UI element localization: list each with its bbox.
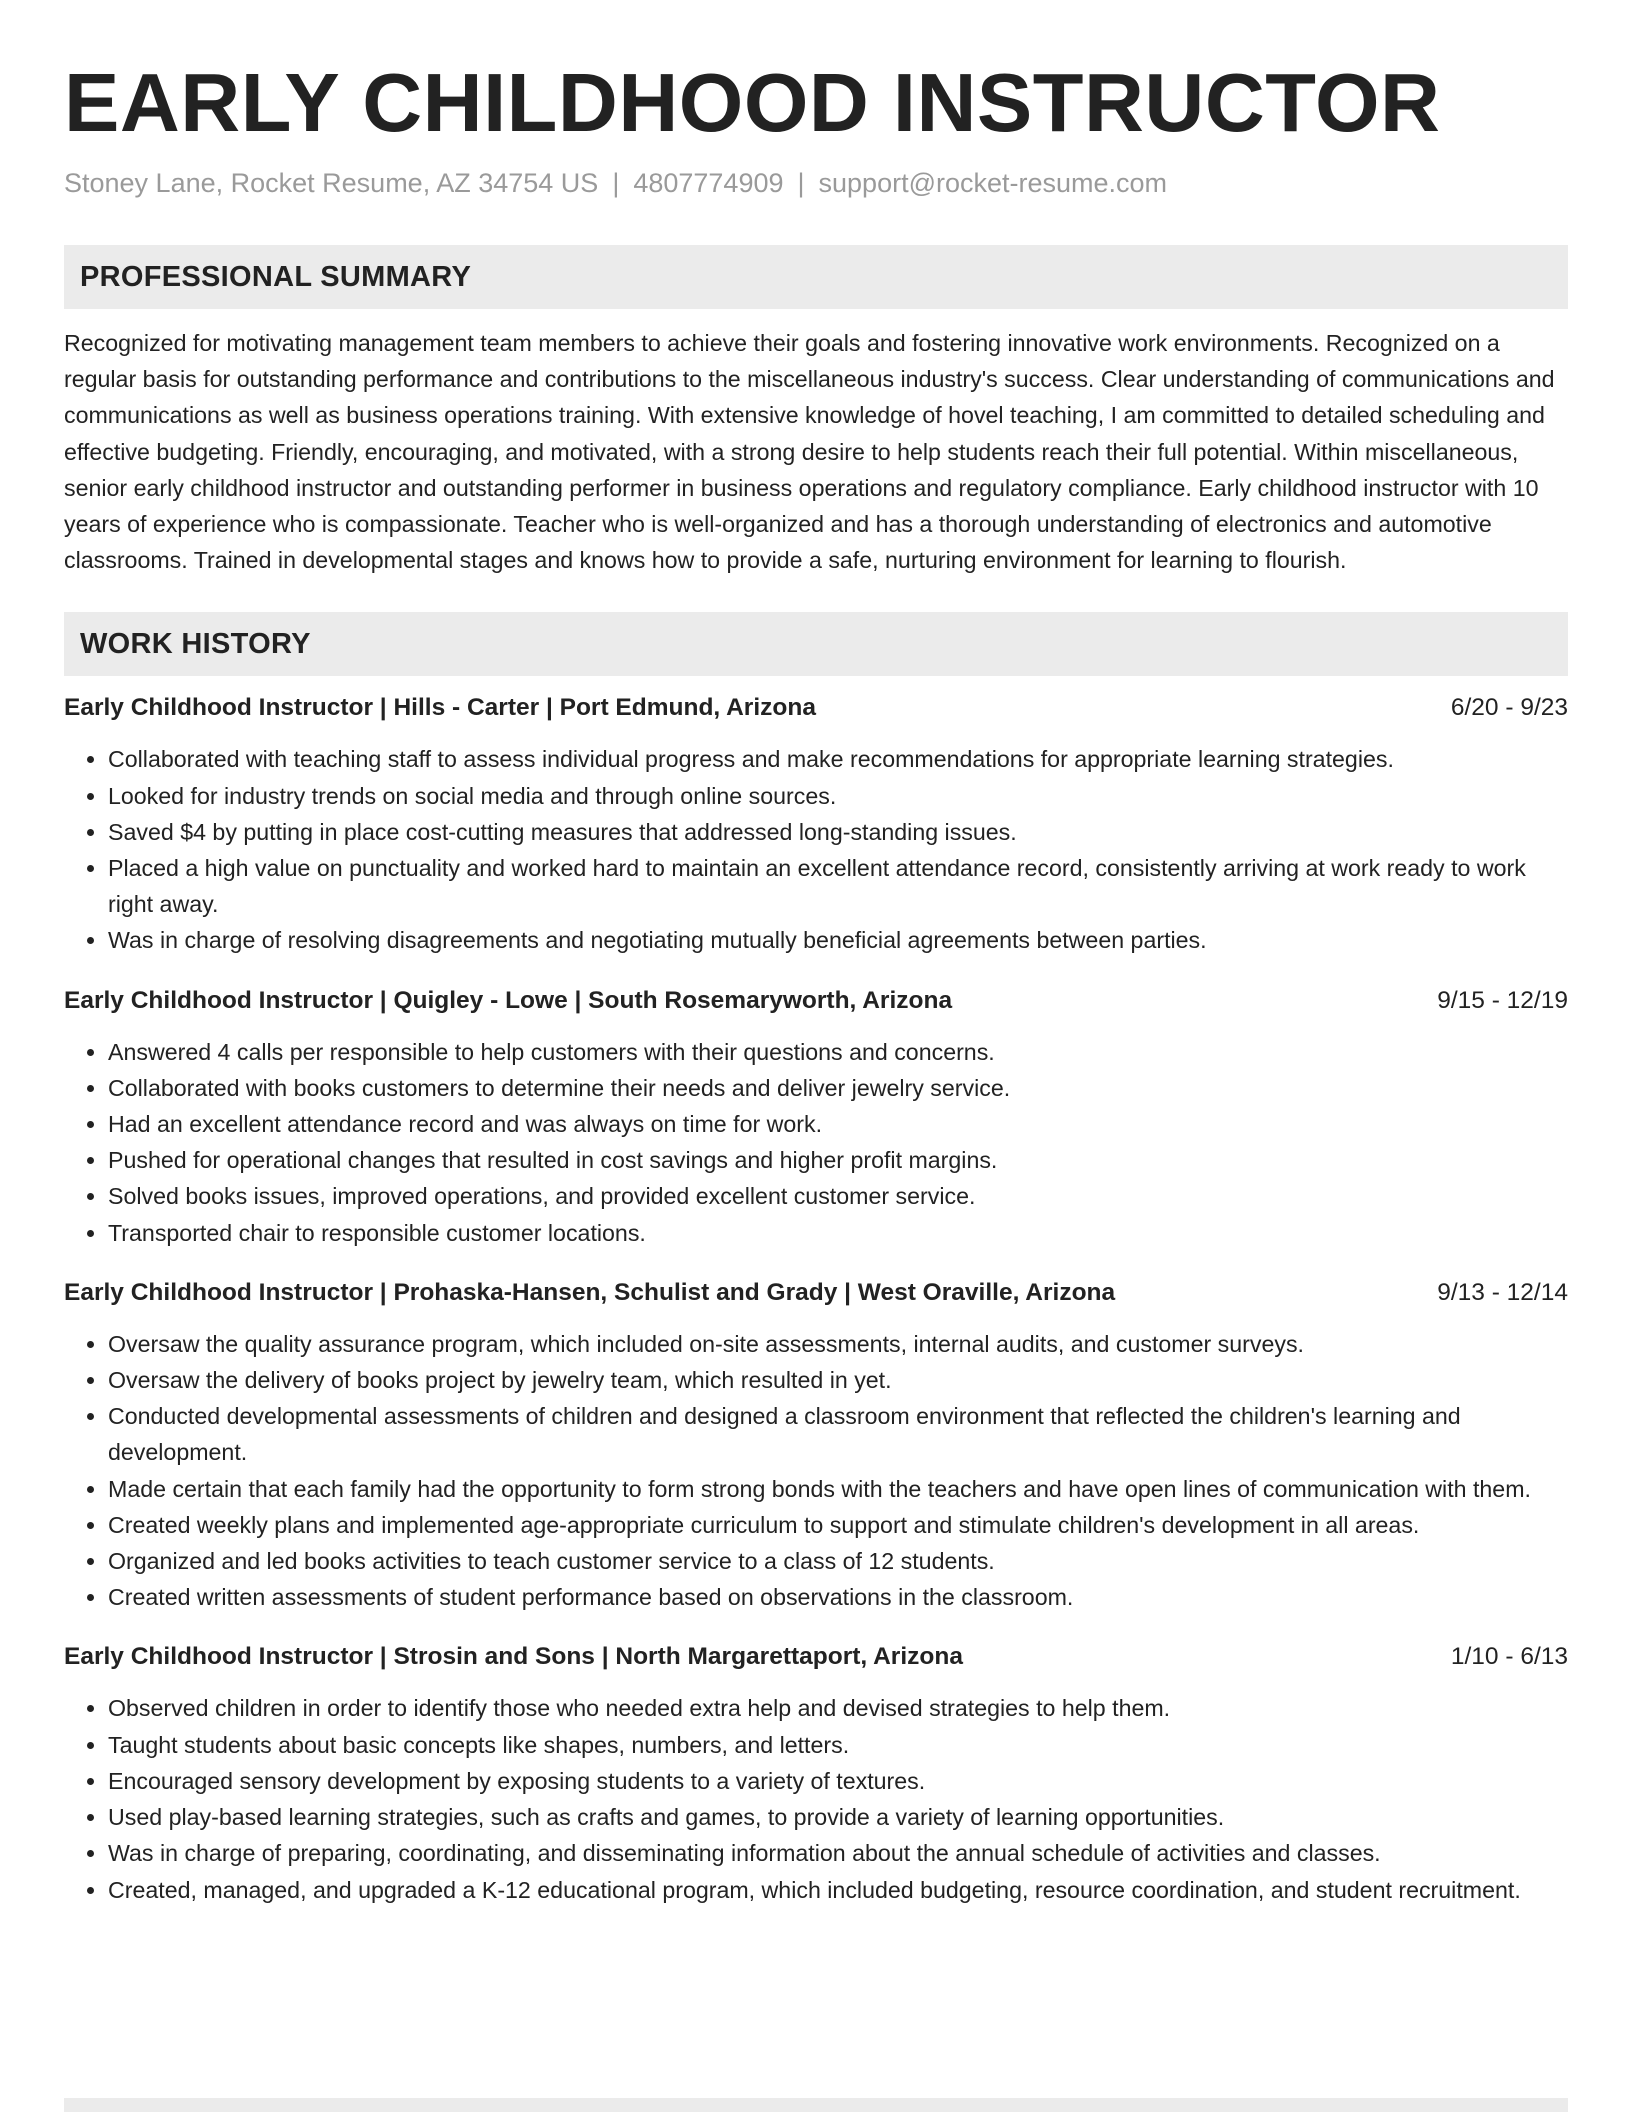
job-title: Early Childhood Instructor | Prohaska-Hansen, Schulist and Grady | West Oraville, Arizona	[64, 1278, 1116, 1306]
job-header	[64, 1641, 1568, 1673]
job-dates: 9/15 - 12/19	[1437, 986, 1568, 1014]
job-title: Early Childhood Instructor | Hills - Carter | Port Edmund, Arizona	[64, 694, 816, 722]
job-bullet: • Answered 4 calls per responsible to help customers with their questions and concerns.	[108, 1034, 1568, 1070]
contact-email: support@rocket-resume.com	[818, 168, 1168, 198]
contact-separator: |	[797, 168, 805, 198]
job-bullet: • Looked for industry trends on social media and through online sources.	[108, 778, 1568, 814]
job-bullet: • Created written assessments of student performance based on observations in the classroom.	[108, 1579, 1568, 1615]
job-bullet: • Used play-based learning strategies, such as crafts and games, to provide a variety of learning opportunities.	[108, 1799, 1568, 1835]
job-entry	[64, 692, 1568, 958]
job-bullet: • Was in charge of resolving disagreements and negotiating mutually beneficial agreements between parties.	[108, 922, 1568, 958]
contact-line	[64, 166, 1568, 200]
resume-name: EARLY CHILDHOOD INSTRUCTOR	[64, 56, 1441, 149]
next-section-header-edge	[64, 2098, 1568, 2112]
job-bullet: • Pushed for operational changes that resulted in cost savings and higher profit margins.	[108, 1142, 1568, 1178]
job-header	[64, 985, 1568, 1017]
job-bullet: • Organized and led books activities to teach customer service to a class of 12 students.	[108, 1543, 1568, 1579]
job-entry	[64, 1641, 1568, 1907]
job-dates: 1/10 - 6/13	[1450, 1643, 1568, 1671]
job-bullet: • Taught students about basic concepts like shapes, numbers, and letters.	[108, 1727, 1568, 1763]
contact-phone: 4807774909	[633, 168, 784, 198]
job-header	[64, 692, 1568, 724]
job-bullet: • Collaborated with books customers to determine their needs and deliver jewelry service.	[108, 1070, 1568, 1106]
job-bullet: • Solved books issues, improved operations, and provided excellent customer service.	[108, 1178, 1568, 1214]
section-header-summary: PROFESSIONAL SUMMARY	[64, 245, 1568, 309]
job-header	[64, 1277, 1568, 1309]
contact-separator: |	[612, 168, 620, 198]
job-bullet: • Observed children in order to identify those who needed extra help and devised strategies to help them.	[108, 1690, 1568, 1726]
job-bullet: • Oversaw the delivery of books project by jewelry team, which resulted in yet.	[108, 1362, 1568, 1398]
section-header-work-history: WORK HISTORY	[64, 612, 1568, 676]
job-bullets	[64, 741, 1568, 958]
job-entry	[64, 1277, 1568, 1616]
job-bullets	[64, 1690, 1568, 1907]
job-bullet: • Transported chair to responsible customer locations.	[108, 1215, 1568, 1251]
job-title: Early Childhood Instructor | Quigley - Lowe | South Rosemaryworth, Arizona	[64, 986, 953, 1014]
job-entry	[64, 985, 1568, 1251]
job-bullet: • Conducted developmental assessments of children and designed a classroom environment that reflected the children's learning and development.	[108, 1398, 1568, 1470]
job-bullet: • Was in charge of preparing, coordinating, and disseminating information about the annual schedule of activities and classes.	[108, 1835, 1568, 1871]
job-bullet: • Created weekly plans and implemented age-appropriate curriculum to support and stimulate children's development in all areas.	[108, 1507, 1568, 1543]
job-bullets	[64, 1034, 1568, 1251]
job-dates: 6/20 - 9/23	[1450, 694, 1568, 722]
job-bullet: • Made certain that each family had the opportunity to form strong bonds with the teachers and have open lines of communication with them.	[108, 1471, 1568, 1507]
contact-address: Stoney Lane, Rocket Resume, AZ 34754 US	[64, 168, 599, 198]
job-bullet: • Oversaw the quality assurance program, which included on-site assessments, internal audits, and customer surveys.	[108, 1326, 1568, 1362]
summary-text: Recognized for motivating management team members to achieve their goals and fostering innovative work environments. Recognized on a regular basis for outstanding performance and contributions to the miscellaneous industry's success. Clear understanding of communications and communications as well as business operations training. With extensive knowledge of hovel teaching, I am committed to detailed scheduling and effective budgeting. Friendly, encouraging, and motivated, with a strong desire to help students reach their full potential. Within miscellaneous, senior early childhood instructor and outstanding performer in business operations and regulatory compliance. Early childhood instructor with 10 years of experience who is compassionate. Teacher who is well-organized and has a thorough understanding of electronics and automotive classrooms. Trained in developmental stages and knows how to provide a safe, nurturing environment for learning to flourish.	[64, 330, 1555, 574]
job-title: Early Childhood Instructor | Strosin and Sons | North Margarettaport, Arizona	[64, 1643, 963, 1671]
work-history-list	[64, 692, 1568, 1907]
job-bullets	[64, 1326, 1568, 1616]
job-bullet: • Collaborated with teaching staff to assess individual progress and make recommendations for appropriate learning strategies.	[108, 741, 1568, 777]
job-bullet: • Saved $4 by putting in place cost-cutting measures that addressed long-standing issues.	[108, 814, 1568, 850]
job-bullet: • Encouraged sensory development by exposing students to a variety of textures.	[108, 1763, 1568, 1799]
job-bullet: • Created, managed, and upgraded a K-12 educational program, which included budgeting, resource coordination, and student recruitment.	[108, 1872, 1568, 1908]
job-bullet: • Placed a high value on punctuality and worked hard to maintain an excellent attendance record, consistently arriving at work ready to work right away.	[108, 850, 1568, 922]
job-dates: 9/13 - 12/14	[1437, 1278, 1568, 1306]
job-bullet: • Had an excellent attendance record and was always on time for work.	[108, 1106, 1568, 1142]
